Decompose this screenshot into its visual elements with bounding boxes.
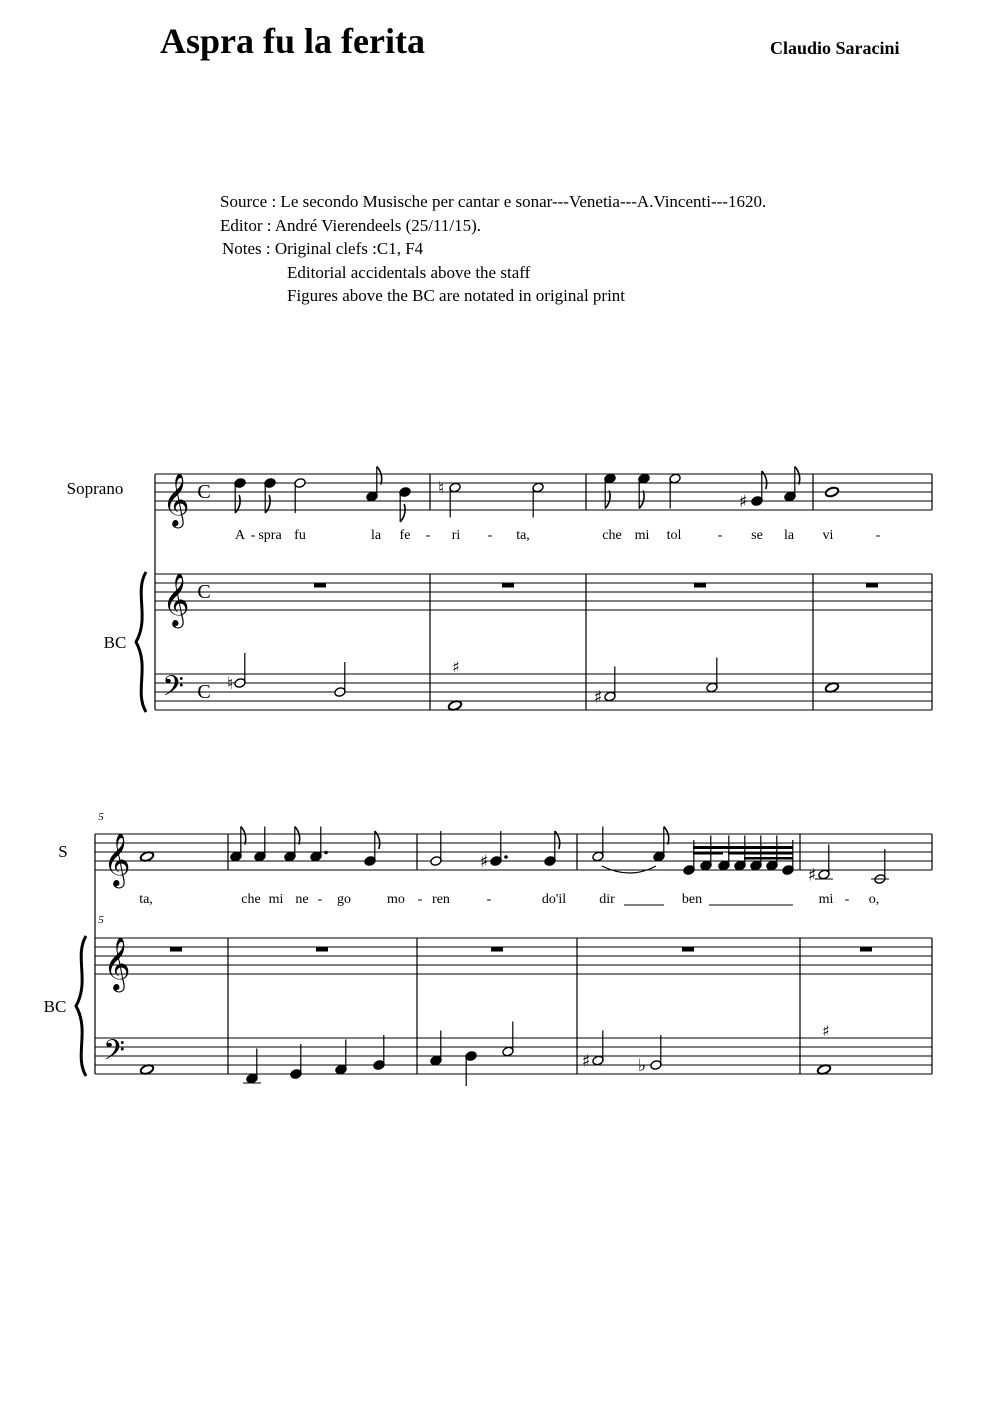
quarter-note [465, 1051, 477, 1086]
bc-label: BC [103, 633, 127, 652]
lyric-syllable: mi [818, 892, 834, 907]
eighth-note [638, 473, 650, 508]
half-note [871, 849, 889, 884]
lyric-syllable: tol [666, 528, 682, 543]
eighth-note [234, 478, 246, 513]
half-note [234, 653, 246, 688]
quarter-note [243, 1049, 261, 1084]
whole-rest [866, 583, 878, 588]
beam [693, 846, 793, 849]
quarter-note [310, 827, 322, 862]
lyric-syllable: - [875, 528, 881, 543]
accidental: ♮ [226, 674, 234, 694]
augmentation-dot [504, 855, 508, 859]
editor-line: Editor : André Vierendeels (25/11/15). [220, 215, 482, 235]
lyric-syllable: - [417, 892, 423, 907]
accidentals-note: Editorial accidentals above the staff [287, 262, 531, 282]
flag [377, 467, 382, 485]
notehead [825, 486, 840, 498]
time-signature: C [197, 581, 211, 603]
half-note [592, 827, 604, 862]
whole-note [825, 486, 840, 498]
eighth-note [653, 827, 669, 862]
lyric-syllable: - [250, 528, 256, 543]
flag [295, 827, 300, 845]
lyric-syllable: - [425, 528, 431, 543]
quarter-note [683, 840, 695, 875]
time-signature: C [197, 481, 211, 503]
whole-rest [694, 583, 706, 588]
bass-clef-icon: 𝄢 [162, 670, 184, 710]
eighth-note [284, 827, 300, 862]
lyric-syllable: - [844, 892, 850, 907]
brace [76, 936, 86, 1076]
half-note [669, 473, 681, 508]
lyric-syllable: fu [294, 528, 306, 543]
bass-clef-icon: 𝄢 [103, 1034, 125, 1074]
half-note [294, 478, 306, 513]
lyric-syllable: la [370, 528, 382, 543]
quarter-note [335, 1040, 347, 1075]
lyric-syllable: - [317, 892, 323, 907]
half-note [650, 1035, 662, 1070]
lyric-syllable: vi [822, 528, 834, 543]
accidental: ♯ [738, 492, 748, 512]
half-note [532, 482, 544, 517]
half-note [706, 658, 718, 693]
lyric-syllable: mi [634, 528, 650, 543]
notes-line: Notes : Original clefs :C1, F4 [222, 239, 424, 258]
lyric-syllable: mo [387, 892, 405, 907]
half-note [604, 667, 616, 702]
whole-rest [316, 947, 328, 952]
system-2 [44, 811, 932, 1086]
lyric-syllable: dir [599, 892, 615, 907]
quarter-note [254, 827, 266, 862]
lyric-syllable: do'il [541, 892, 567, 907]
whole-rest [860, 947, 872, 952]
lyric-syllable: A [234, 528, 246, 543]
flag [605, 491, 610, 509]
flag [241, 827, 246, 845]
piece-title: Aspra fu la ferita [160, 21, 425, 61]
beamed-group [683, 836, 794, 876]
lyric-syllable: mi [268, 892, 284, 907]
treble-clef-icon: 𝄞 [103, 832, 131, 886]
whole-rest [314, 583, 326, 588]
bc-bass-staff [155, 674, 932, 710]
quarter-note [373, 1035, 385, 1070]
measure-number: 5 [98, 914, 104, 926]
lyric-syllable: ta, [139, 892, 153, 907]
lyric-syllable: che [241, 892, 261, 907]
beam [744, 857, 793, 860]
lyric-syllable: che [602, 528, 622, 543]
accidental: ♯ [593, 687, 603, 708]
bc-label: BC [43, 997, 67, 1016]
quarter-note [430, 1031, 442, 1066]
lyric-syllable: la [783, 528, 795, 543]
flag [400, 504, 405, 522]
whole-rest [682, 947, 694, 952]
soprano-label: S [58, 842, 68, 861]
half-note [592, 1031, 604, 1066]
system-1 [67, 467, 932, 713]
treble-clef-icon: 𝄞 [162, 472, 190, 526]
figures-note: Figures above the BC are notated in original print [287, 286, 626, 305]
accidental: ♯ [479, 852, 489, 872]
half-note [815, 845, 833, 880]
lyric-syllable: ren [432, 892, 450, 907]
bc-treble-staff [95, 938, 932, 974]
treble-clef-icon: 𝄞 [103, 936, 131, 990]
figured-bass: ♯ [452, 658, 460, 676]
eighth-note [604, 473, 616, 508]
accidental: ♯ [807, 865, 817, 886]
bc-treble-staff [155, 574, 932, 610]
whole-rest [502, 583, 514, 588]
lyric-syllable: ne [295, 892, 309, 907]
whole-rest [170, 947, 182, 952]
flag [664, 827, 669, 845]
lyric-syllable: fe [399, 528, 411, 543]
eighth-note [366, 467, 382, 502]
eighth-note [399, 487, 411, 522]
treble-clef-icon: 𝄞 [162, 572, 190, 626]
eighth-note [230, 827, 246, 862]
lyric-syllable: ri [451, 528, 461, 543]
lyric-syllable: ben [681, 892, 703, 907]
flag [795, 467, 800, 485]
lyric-syllable: se [751, 528, 763, 543]
beam [693, 852, 723, 855]
beam [728, 852, 793, 855]
lyric-syllable: spra [258, 528, 282, 543]
quarter-note [490, 831, 502, 866]
lyric-syllable: - [717, 528, 723, 543]
measure-number: 5 [98, 811, 104, 823]
soprano-label: Soprano [66, 479, 124, 498]
source-line: Source : Le secondo Musische per cantar e sonar---Venetia---A.Vincenti---1620. [220, 192, 767, 211]
eighth-note [784, 467, 800, 502]
bc-bass-staff [95, 1038, 932, 1074]
lyric-syllable: o, [868, 892, 880, 907]
eighth-note [264, 478, 276, 513]
flag [639, 491, 644, 509]
accidental: ♯ [581, 1051, 591, 1072]
quarter-note [290, 1044, 302, 1079]
brace [136, 572, 146, 712]
composer-name: Claudio Saracini [770, 38, 900, 58]
lyric-syllable: - [486, 892, 492, 907]
accidental: ♭ [637, 1056, 647, 1076]
half-note [334, 662, 346, 697]
augmentation-dot [324, 851, 328, 855]
half-note [449, 482, 461, 517]
time-signature: C [197, 681, 211, 703]
lyric-syllable: ta, [516, 528, 530, 543]
figured-bass: ♯ [822, 1022, 830, 1040]
half-note [502, 1022, 514, 1057]
whole-rest [491, 947, 503, 952]
accidental: ♮ [437, 478, 445, 499]
lyric-syllable: go [337, 892, 351, 907]
half-note [430, 831, 442, 866]
lyric-syllable: - [487, 528, 493, 543]
soprano-staff [95, 834, 932, 870]
